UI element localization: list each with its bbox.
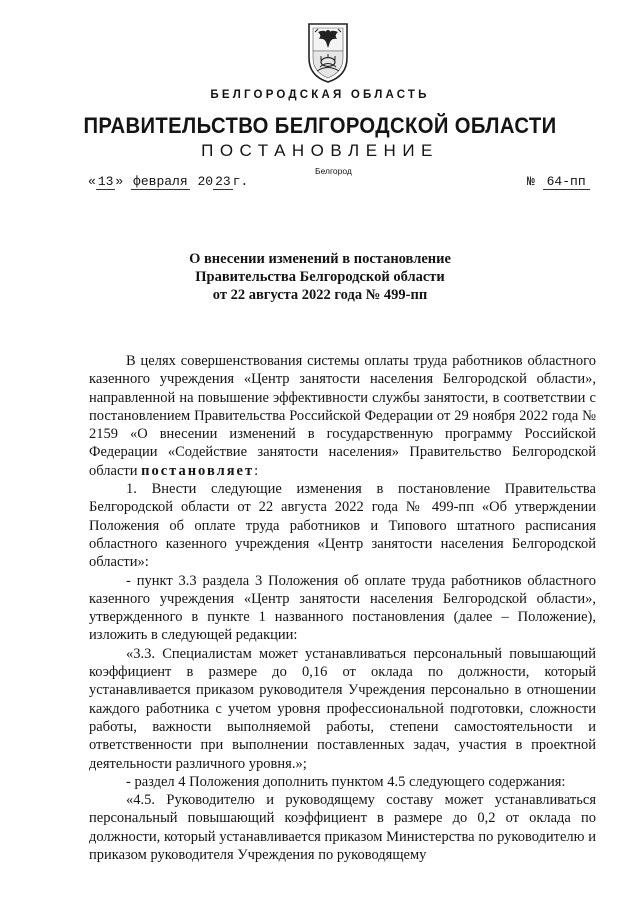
document-number (527, 174, 590, 189)
paragraph-clause-3-3-text: «3.3. Специалистам может устанавливаться персональный повышающий коэффициент в размере до 0,16 от оклада по должности, который устанавливается приказом руководителя Учреждения персонально в отношении каждого работника с учетом уровня профессиональной подготовки, сложности работы, важности выполняемой работы, степени самостоятельности и ответственности при выполнении поставленных задач, участия в проектной деятельности различного уровня.»; (89, 645, 596, 772)
paragraph-clause-4-5-text: «4.5. Руководителю и руководящему составу может устанавливаться персональный повышающий коэффициент в размере до 0,2 от оклада по должности, который устанавливается приказом Министерства по руководителю и приказом руководителя Учреждения по руководящему (89, 792, 596, 864)
date-month: февраля (133, 174, 188, 189)
preamble-text: В целях совершенствования системы оплаты труда работников областного казенного учреждения «Центр занятости населения Белгородской области», направленной на повышение эффективности службы занятости, в соответствии с постановлением Правительства Российской Федерации от 29 ноября 2022 года № 2159 «О внесении изменений в государственную программу Российской Федерации «Содействие занятости населения» Правительство Белгородской области (89, 353, 596, 479)
document-body (89, 352, 596, 864)
date-close-quote: » (115, 174, 124, 189)
government-name: ПРАВИТЕЛЬСТВО БЕЛГОРОДСКОЙ ОБЛАСТИ (83, 113, 557, 138)
date-year-mark: г. (232, 174, 249, 189)
date-open-quote: « (88, 174, 96, 189)
number-value: 64-пп (543, 174, 590, 190)
document-title (150, 250, 490, 304)
date-year-prefix: 20 (197, 174, 214, 189)
region-name: БЕЛГОРОДСКАЯ ОБЛАСТЬ (210, 89, 430, 101)
title-line-2: Правительства Белгородской области (195, 269, 445, 285)
date-day: 13 (97, 174, 114, 189)
paragraph-item-1: 1. Внести следующие изменения в постановление Правительства Белгородской области от 22 августа 2022 года № 499-пп «Об утверждении Положения об оплате труда работников и Типового штатного расписания областного казенного учреждения «Центр занятости населения Белгородской области»: (89, 481, 596, 571)
number-sign: № (527, 174, 535, 189)
date-year-suffix: 23 (215, 174, 231, 189)
title-line-3: от 22 августа 2022 года № 499-пп (212, 287, 428, 303)
preamble-verb: постановляет (141, 462, 255, 479)
paragraph-clause-3-3-intro: - пункт 3.3 раздела 3 Положения об оплате труда работников областного казенного учреждения «Центр занятости населения Белгородской области», утвержденного в пункте 1 названного постановления (далее – Положение), изложить в следующей редакции: (89, 572, 596, 644)
document-type: ПОСТАНОВЛЕНИЕ (201, 141, 439, 160)
city-name: Белгород (315, 166, 352, 176)
paragraph-preamble (89, 352, 596, 480)
paragraph-section-4-intro: - раздел 4 Положения дополнить пунктом 4.5 следующего содержания: (126, 773, 566, 790)
title-line-1: О внесении изменений в постановление (189, 251, 451, 267)
coat-of-arms-emblem (303, 20, 353, 84)
document-date (88, 174, 248, 189)
preamble-colon: : (254, 462, 259, 479)
